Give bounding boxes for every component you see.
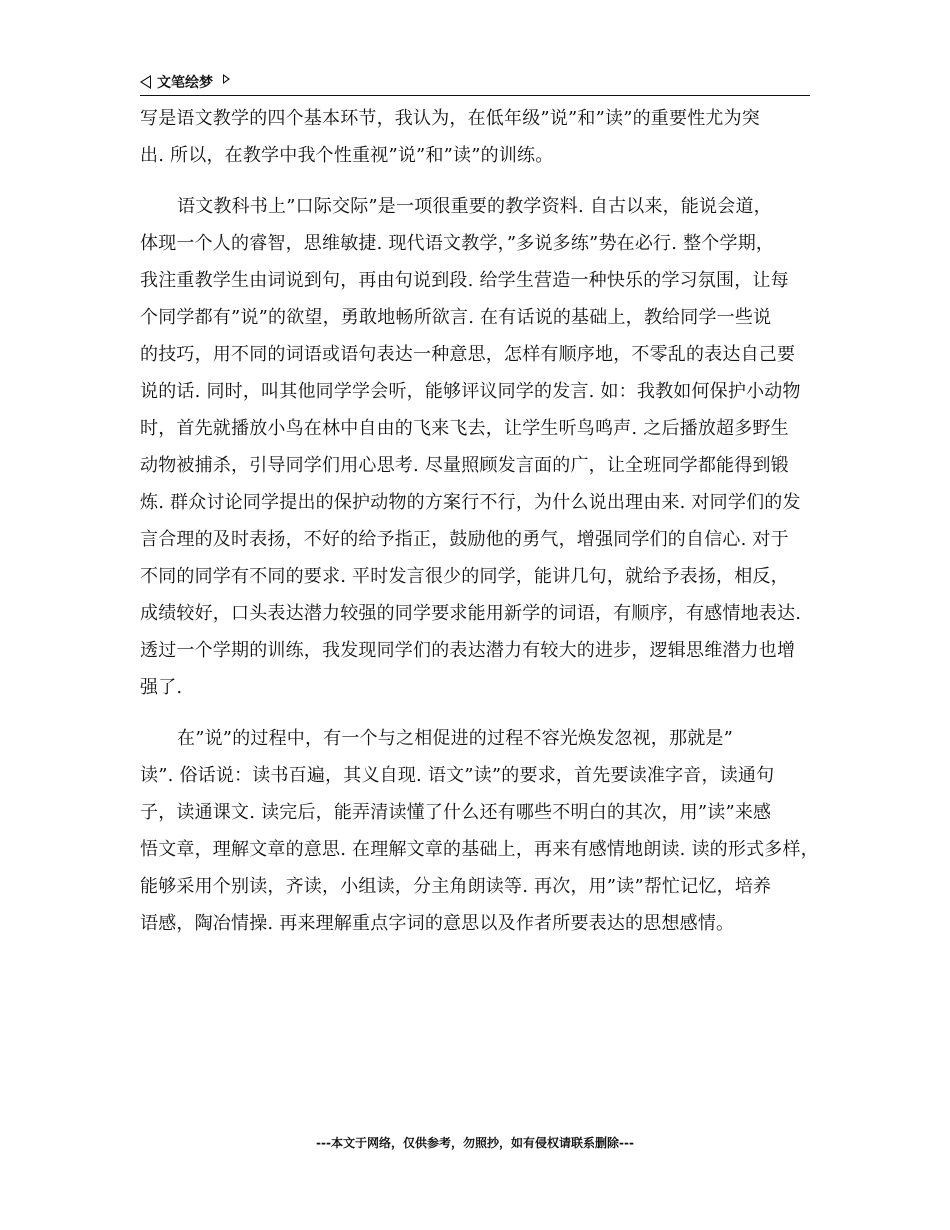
text-line: 言合理的及时表扬，不好的给予指正，鼓励他的勇气，增强同学们的自信心. 对于 [140,529,789,550]
header-brand [140,72,230,92]
document-body [140,100,819,956]
paragraph-1 [140,100,816,174]
text-line: 不同的同学有不同的要求. 平时发言很少的同学，能讲几句，就给予表扬，相反， [140,566,789,587]
page-footer: ---本文于网络，仅供参考，勿照抄，如有侵权请联系删除--- [316,1136,634,1150]
text-line: 出. 所以，在教学中我个性重视”说”和”读”的训练。 [140,145,554,166]
text-line: 悟文章，理解文章的意思. 在理解文章的基础上，再来有感情地朗读. 读的形式多样， [140,839,819,860]
text-line: 子，读通课文. 读完后，能弄清读懂了什么还有哪些不明白的其次，用”读”来感 [140,802,772,823]
text-line: 动物被捕杀，引导同学们用心思考. 尽量照顾发言面的广，让全班同学都能得到锻 [140,455,789,476]
text-line: 读”. 俗话说：读书百遍，其义自现. 语文”读”的要求，首先要读准字音，读通句 [140,765,775,786]
text-line: 炼. 群众讨论同学提出的保护动物的方案行不行，为什么说出理由来. 对同学们的发 [140,492,801,513]
text-line: 语文教科书上”口际交际”是一项很重要的教学资料. 自古以来，能说会道， [177,196,772,217]
text-line: 我注重教学生由词说到句，再由句说到段. 给学生营造一种快乐的学习氛围，让每 [140,270,789,291]
text-line: 时，首先就播放小鸟在林中自由的飞来飞去，让学生听鸟鸣声. 之后播放超多野生 [140,418,789,439]
left-triangle-icon [140,75,151,89]
text-line: 成绩较好，口头表达潜力较强的同学要求能用新学的词语，有顺序，有感情地表达. [140,603,802,624]
text-line: 体现一个人的睿智，思维敏捷. 现代语文教学，”多说多练”势在必行. 整个学期， [140,233,775,254]
text-line: 说的话. 同时，叫其他同学学会听，能够评议同学的发言. 如：我教如何保护小动物 [140,381,801,402]
text-line: 语感，陶冶情操. 再来理解重点字词的意思以及作者所要表达的思想感情。 [140,913,735,934]
text-line: 个同学都有”说”的欲望，勇敢地畅所欲言. 在有话说的基础上，教给同学一些说 [140,307,772,328]
text-line: 的技巧，用不同的词语或语句表达一种意思，怎样有顺序地，不零乱的表达自己要 [140,344,796,365]
brand-text: 文笔绘梦 [157,75,213,91]
page-header [140,70,810,96]
text-line: 在”说”的过程中，有一个与之相促进的过程不容光焕发忽视，那就是” [177,728,734,749]
paragraph-2 [140,188,816,706]
text-line: 强了. [140,677,183,698]
right-triangle-icon [223,74,230,84]
text-line: 能够采用个别读，齐读，小组读，分主角朗读等. 再次，用”读”帮忙记忆，培养 [140,876,772,897]
header-divider [140,95,810,96]
paragraph-3 [140,720,819,942]
text-line: 写是语文教学的四个基本环节，我认为，在低年级”说”和”读”的重要性尤为突 [140,108,761,129]
text-line: 透过一个学期的训练，我发现同学们的表达潜力有较大的进步，逻辑思维潜力也增 [140,640,796,661]
